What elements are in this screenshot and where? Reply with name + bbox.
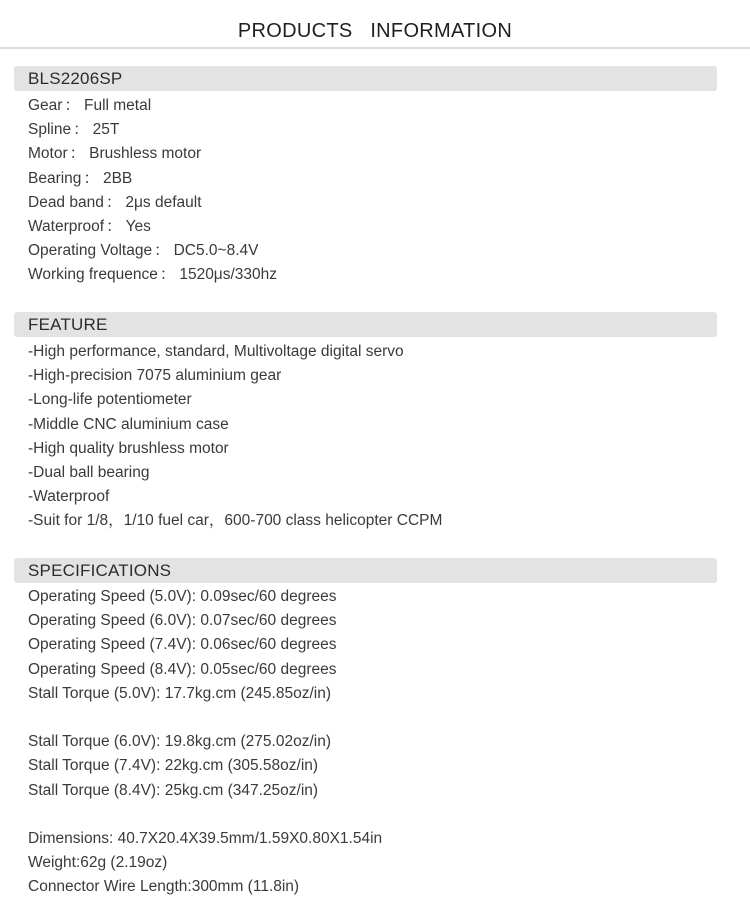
spec-label: Gear — [28, 97, 63, 114]
list-item: -Suit for 1/8，1/10 fuel car，600-700 class helicopter CCPM — [28, 512, 443, 530]
spec-separator: ： — [154, 242, 170, 260]
product-section-bar — [14, 66, 717, 91]
spec-value: 2μs default — [125, 193, 202, 211]
spec-separator: ： — [105, 193, 122, 211]
spec-value: Full metal — [83, 97, 152, 114]
list-item — [28, 263, 277, 287]
list-item: -Middle CNC aluminium case — [28, 415, 229, 433]
spec-value: 2BB — [102, 169, 133, 187]
spec-separator: ： — [83, 169, 99, 187]
spec-label: Motor — [28, 145, 68, 163]
list-item — [28, 191, 277, 215]
spec-value: 25T — [92, 121, 120, 139]
spec-value: Brushless motor — [89, 145, 202, 163]
list-item — [28, 118, 277, 142]
spec-separator: ： — [64, 97, 80, 114]
spec-label: Spline — [28, 121, 72, 139]
list-spacer — [28, 706, 382, 730]
list-item: -High quality brushless motor — [28, 439, 229, 457]
spec-separator: ： — [106, 217, 122, 235]
list-item: Stall Torque (5.0V): 17.7kg.cm (245.85oz/in) — [28, 684, 331, 702]
spec-label: Dead band — [28, 193, 104, 211]
list-item: Stall Torque (6.0V): 19.8kg.cm (275.02oz/in) — [28, 733, 331, 751]
list-item: Stall Torque (7.4V): 22kg.cm (305.58oz/in) — [28, 757, 319, 775]
list-item: Connector Wire Length:300mm (11.8in) — [28, 878, 300, 896]
list-item — [28, 142, 277, 166]
list-item: -Waterproof — [28, 488, 110, 506]
list-item: Operating Speed (8.4V): 0.05sec/60 degrees — [28, 660, 337, 678]
list-item — [28, 215, 277, 239]
list-item: Weight:62g (2.19oz) — [28, 854, 168, 872]
list-item — [28, 239, 277, 263]
feature-list — [28, 340, 442, 534]
feature-section-bar — [14, 312, 717, 337]
list-spacer — [28, 803, 382, 827]
spec-separator: ： — [69, 145, 86, 163]
page-header — [0, 0, 750, 49]
list-item: Operating Speed (5.0V): 0.09sec/60 degrees — [28, 588, 337, 605]
specifications-list — [28, 585, 382, 899]
list-item: Operating Speed (7.4V): 0.06sec/60 degrees — [28, 636, 337, 654]
specifications-section-title: SPECIFICATIONS — [28, 561, 172, 580]
spec-separator: ： — [73, 121, 89, 139]
list-item: -Dual ball bearing — [28, 463, 150, 481]
spec-value: 1520μs/330hz — [179, 266, 278, 284]
product-spec-list — [28, 94, 277, 288]
spec-value: DC5.0~8.4V — [173, 242, 259, 260]
feature-section-title: FEATURE — [28, 315, 108, 334]
list-item — [28, 167, 277, 191]
list-item: Operating Speed (6.0V): 0.07sec/60 degrees — [28, 612, 337, 630]
list-item: Dimensions: 40.7X20.4X39.5mm/1.59X0.80X1.54in — [28, 829, 383, 847]
list-item: -Long-life potentiometer — [28, 391, 192, 409]
spec-value: Yes — [125, 217, 151, 235]
spec-separator: ： — [159, 266, 176, 284]
specifications-section-bar — [14, 558, 717, 583]
list-item: -High-precision 7075 aluminium gear — [28, 367, 282, 385]
list-item: -High performance, standard, Multivoltage digital servo — [28, 343, 404, 360]
spec-label: Operating Voltage — [28, 242, 153, 260]
page-title: PRODUCTS INFORMATION — [237, 20, 513, 42]
spec-label: Bearing — [28, 169, 82, 187]
list-item — [28, 94, 277, 118]
product-section-title: BLS2206SP — [28, 69, 123, 88]
spec-label: Working frequence — [28, 266, 158, 284]
list-item: Stall Torque (8.4V): 25kg.cm (347.25oz/in) — [28, 781, 319, 799]
spec-label: Waterproof — [28, 217, 105, 235]
